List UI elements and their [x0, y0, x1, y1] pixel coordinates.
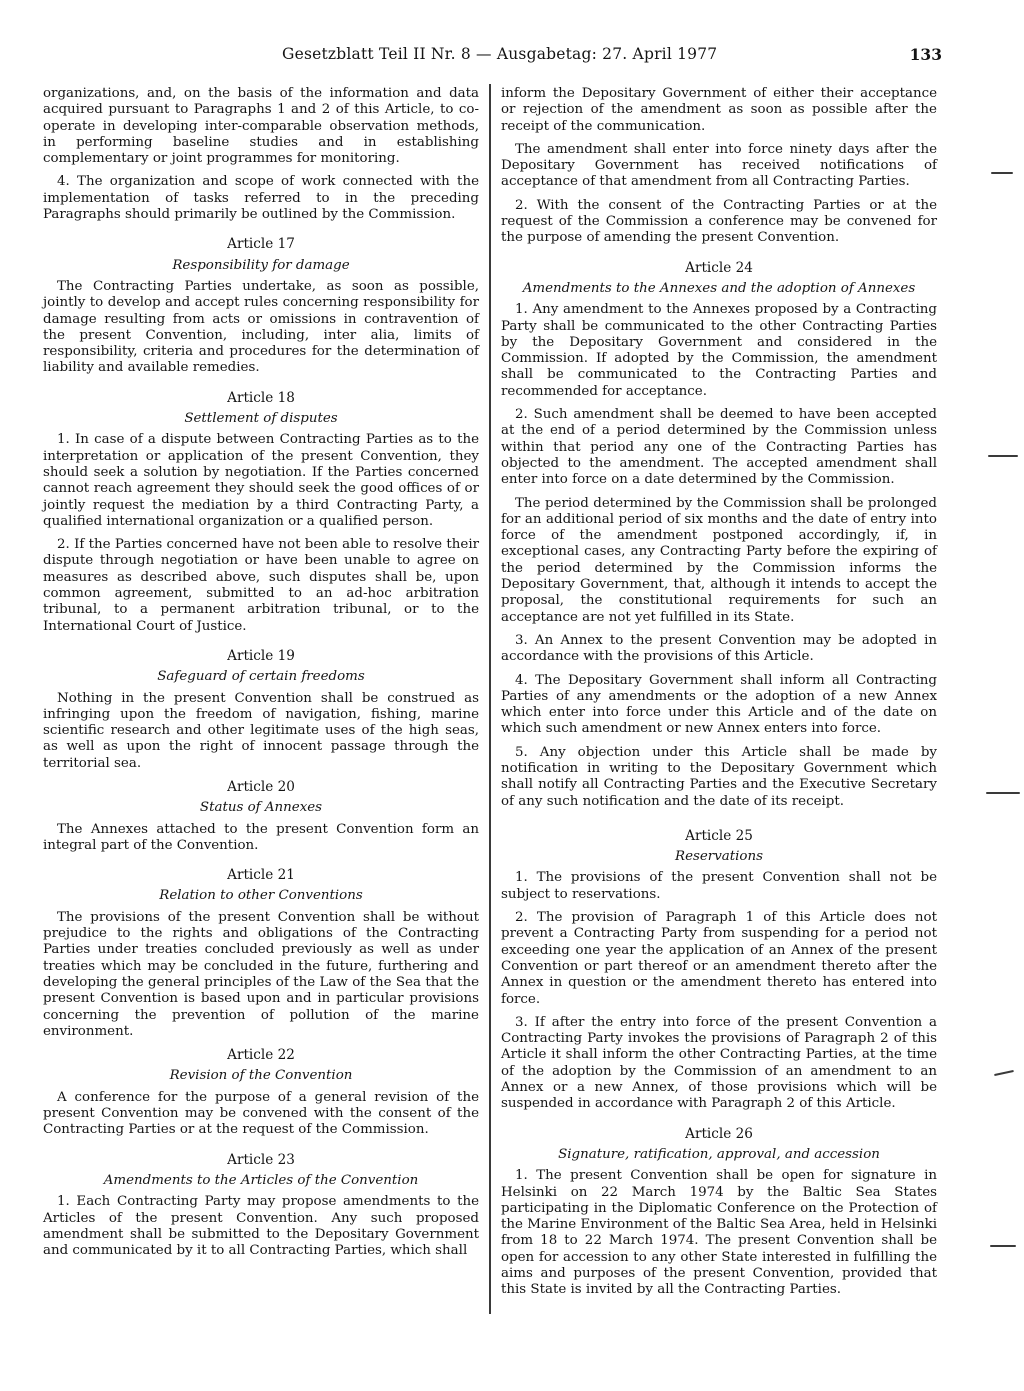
article-heading: Article 22: [227, 1047, 295, 1064]
article-subtitle: Signature, ratification, approval, and accession: [558, 1146, 880, 1162]
paragraph: 1. Any amendment to the Annexes proposed by a Contracting Party shall be communicated to the other Contracting Parties by the Depositary Government and considered in the Commission. If adopted by the Commission, the amendment shall be communicated to the Contracting Parties and recommended for acceptance.: [501, 302, 937, 399]
paragraph: 1. Each Contracting Party may propose amendments to the Articles of the present Convention. Any such proposed amendment shall be submitted to the Depositary Government and communicated by it to all Contracting Parties, which shall: [43, 1194, 479, 1259]
paragraph: 3. An Annex to the present Convention may be adopted in accordance with the provisions of this Article.: [501, 632, 937, 665]
article-subtitle: Reservations: [675, 849, 763, 865]
margin-mark: [994, 1070, 1014, 1076]
paragraph: 1. In case of a dispute between Contracting Parties as to the interpretation or application of the present Convention, they should seek a solution by negotiation. If the Parties concerned cannot reach agreement they should seek the good offices of or jointly request the mediation by a third Contracting Party, a qualified international organization or a qualified person.: [43, 432, 479, 529]
paragraph: The provisions of the present Convention shall be without prejudice to the rights and obligations of the Contracting Parties under treaties concluded previously as well as under treaties which may be concluded in the future, furthering and developing the general principles of the Law of the Sea that the present Convention is based upon and in particular provisions concerning the prevention of pollution of the marine environment.: [43, 909, 479, 1039]
margin-mark: [991, 172, 1013, 174]
article-heading: Article 19: [227, 647, 295, 664]
paragraph: inform the Depositary Government of either their acceptance or rejection of the amendment as soon as possible after the receipt of the communication.: [501, 86, 937, 134]
paragraph: 1. The provisions of the present Convention shall not be subject to reservations.: [501, 870, 937, 902]
paragraph: The period determined by the Commission shall be prolonged for an additional period of six months and the date of entry into force of the amendment postponed accordingly, if, in exceptional cases, any Contracting Party before the expiring of the period determined by the Commission informs the Depositary Government, that, although it intends to accept the proposal, the constitutional requirements for such an acceptance are not yet fulfilled in its State.: [501, 495, 937, 625]
article-heading: Article 20: [227, 778, 295, 795]
paragraph: organizations, and, on the basis of the information and data acquired pursuant to Paragraphs 1 and 2 of this Article, to co-operate in developing inter-comparable observation methods, in performing baseline studies and in establishing complementary or joint programmes for monitoring.: [43, 86, 479, 167]
article-heading: Article 24: [685, 259, 753, 276]
header-title: Gesetzblatt Teil II Nr. 8 — Ausgabetag: 27. April 1977: [282, 45, 718, 63]
article-subtitle: Responsibility for damage: [172, 257, 350, 273]
article-heading: Article 25: [685, 827, 753, 844]
column-divider: [489, 84, 491, 1314]
paragraph: 4. The organization and scope of work connected with the implementation of tasks referred to in the preceding Paragraphs should primarily be outlined by the Commission.: [43, 174, 479, 223]
paragraph: A conference for the purpose of a general revision of the present Convention may be convened with the consent of the Contracting Parties or at the request of the Commission.: [43, 1089, 479, 1138]
paragraph: The Contracting Parties undertake, as soon as possible, jointly to develop and accept rules concerning responsibility for damage resulting from acts or omissions in contravention of the present Convention, including, inter alia, limits of responsibility, criteria and procedures for the determination of liability and available remedies.: [43, 278, 479, 376]
paragraph: Nothing in the present Convention shall be construed as infringing upon the freedom of navigation, fishing, marine scientific research and other legitimate uses of the high seas, as well as upon the right of innocent passage through the territorial sea.: [43, 690, 479, 771]
paragraph: 2. If the Parties concerned have not been able to resolve their dispute through negotiation or have been unable to agree on measures as described above, such disputes shall be, upon common agreement, submitted to an ad-hoc arbitration tribunal, to a permanent arbitration tribunal, or to the International Court of Justice.: [43, 537, 479, 634]
right-column: [501, 86, 937, 1306]
article-subtitle: Safeguard of certain freedoms: [157, 669, 365, 685]
article-heading: Article 23: [227, 1151, 295, 1168]
article-heading: Article 18: [227, 389, 295, 406]
left-column: [43, 86, 479, 1266]
article-subtitle: Revision of the Convention: [169, 1068, 353, 1084]
article-heading: Article 21: [227, 867, 295, 884]
article-heading: Article 17: [227, 236, 295, 253]
paragraph: 2. Such amendment shall be deemed to have been accepted at the end of a period determined by the Commission unless within that period any one of the Contracting Parties has objected to the amendment. The accepted amendment shall enter into force on a date determined by the Commission.: [501, 407, 937, 488]
paragraph: The amendment shall enter into force ninety days after the Depositary Government has received notifications of acceptance of that amendment from all Contracting Parties.: [501, 141, 937, 190]
article-subtitle: Status of Annexes: [199, 800, 323, 816]
paragraph: 2. The provision of Paragraph 1 of this Article does not prevent a Contracting Party from suspending for a period not exceeding one year the application of an Annex of the present Convention or part thereof or an amendment thereto after the Annex in question or the amendment thereto has entered into force.: [501, 910, 937, 1007]
page-number: 133: [909, 45, 942, 64]
paragraph: 3. If after the entry into force of the present Convention a Contracting Party invokes the provisions of Paragraph 2 of this Article it shall inform the other Contracting Parties, at the time of the adoption by the Commission of an amendment to an Annex or a new Annex, of those provisions which will be suspended in accordance with Paragraph 2 of this Article.: [501, 1014, 937, 1112]
paragraph: 5. Any objection under this Article shall be made by notification in writing to the Depositary Government which shall notify all Contracting Parties and the Executive Secretary of any such notification and the date of its receipt.: [501, 744, 937, 809]
article-subtitle: Relation to other Conventions: [159, 888, 363, 904]
article-subtitle: Settlement of disputes: [184, 411, 338, 427]
margin-mark: [988, 455, 1018, 457]
article-heading: Article 26: [685, 1125, 753, 1142]
article-subtitle: Amendments to the Articles of the Convention: [103, 1172, 419, 1188]
page-header: [282, 45, 942, 71]
article-subtitle: Amendments to the Annexes and the adoption of Annexes: [522, 280, 916, 296]
paragraph: 2. With the consent of the Contracting Parties or at the request of the Commission a conference may be convened for the purpose of amending the present Convention.: [501, 197, 937, 246]
margin-mark: [986, 792, 1020, 794]
paragraph: 4. The Depositary Government shall inform all Contracting Parties of any amendments or the adoption of a new Annex which enter into force under this Article and of the date on which such amendment or new Annex enters into force.: [501, 672, 937, 737]
paragraph: 1. The present Convention shall be open for signature in Helsinki on 22 March 1974 by the Baltic Sea States participating in the Diplomatic Conference on the Protection of the Marine Environment of the Baltic Sea Area, held in Helsinki from 18 to 22 March 1974. The present Convention shall be open for accession to any other State interested in fulfilling the aims and purposes of the present Convention, provided that this State is invited by all the Contracting Parties.: [501, 1168, 937, 1298]
paragraph: The Annexes attached to the present Convention form an integral part of the Convention.: [43, 821, 479, 853]
margin-mark: [990, 1245, 1016, 1247]
